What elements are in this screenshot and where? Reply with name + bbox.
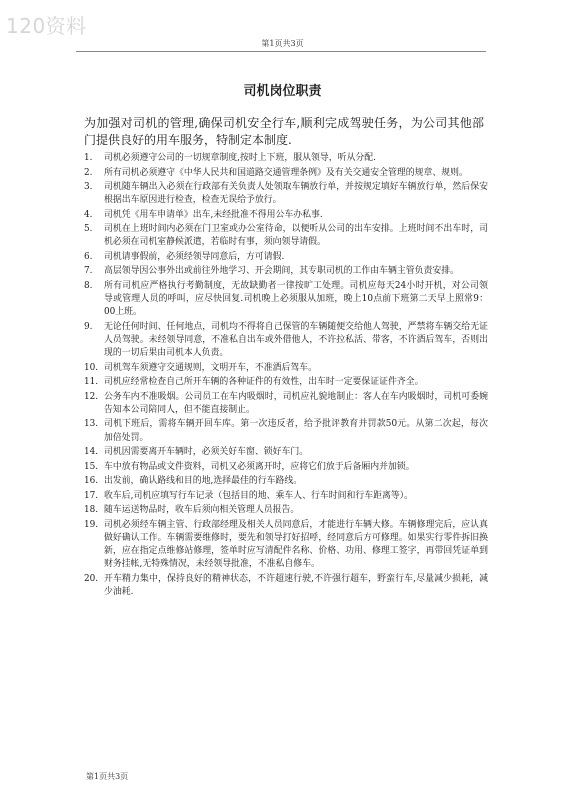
list-item: [84, 391, 488, 417]
item-text: 司机请事假前，必须经领导同意后，方可请假.: [104, 251, 285, 262]
watermark: 120资料: [6, 14, 87, 38]
item-text: 公务车内不准吸烟。公司员工在车内吸烟时，司机应礼貌地制止：客人在车内吸烟时，司机可委婉告知本公司陪同人，但不能直接制止。: [104, 391, 488, 415]
item-number: 5.: [84, 224, 93, 235]
item-number: 6.: [84, 251, 93, 262]
duty-list: [84, 152, 488, 600]
item-text: 开车精力集中，保持良好的精神状态，不许超速行驶,不许强行超车，野蛮行车,尽量减少损耗，减少油耗.: [104, 573, 488, 597]
item-text: 司机在上班时间内必须在门卫室或办公室待命，以便听从公司的出车安排。上班时间不出车时，司机必须在司机室静候派遣，若临时有事，须向领导请假。: [104, 224, 488, 248]
item-number: 3.: [84, 182, 93, 192]
list-item: [84, 251, 488, 264]
item-number: 13.: [84, 419, 99, 430]
item-text: 随车运送物品时，收车后须向相关管理人员报告。: [104, 505, 300, 516]
item-text: 司机必须经车辆主管、行政部经理及相关人员同意后，才能进行车辆大修。车辆修理完后，应认真做好确认工作。车辆需要维修时，要先和领导打好招呼，经同意后方可修理。如果实行零件拆旧换新，应在指定点维修站修理，签单时应写清配件名称、价格、功用、修理工签字，再带回凭证单到财务挂帐,无特殊情况，未经领导批准，不准私自修车。: [104, 519, 488, 570]
item-text: 所有司机应严格执行考勤制度，无故缺勤者一律按旷工处理。司机应每天24小时开机，对公司领导或管理人员的呼叫，应尽快回复.司机晚上必须服从加班，晚上10点前下班第二天早上照常9：00上班。: [104, 280, 488, 318]
item-number: 20.: [84, 573, 99, 584]
list-item: [84, 167, 488, 180]
intro-paragraph: 为加强对司机的管理,确保司机安全行车,顺利完成驾驶任务，为公司其他部门提供良好的用车服务，特制定本制度.: [84, 116, 484, 147]
item-number: 14.: [84, 447, 99, 458]
item-text: 司机必须遵守公司的一切规章制度,按时上下班，服从领导，听从分配.: [104, 153, 376, 163]
list-item: [84, 490, 488, 503]
item-text: 高层领导因公事外出或前往外地学习、开会期间，其专职司机的工作由车辆主管负责安排。: [104, 266, 459, 277]
item-number: 16.: [84, 476, 99, 487]
item-number: 1.: [84, 153, 93, 163]
page-header: 第1页共3页: [261, 39, 304, 48]
list-item: [84, 461, 488, 474]
item-text: 司机下班后，需将车辆开回车库。第一次违反者，给予批评教育并罚款50元。从第二次起，每次加倍处罚。: [104, 419, 488, 443]
item-number: 19.: [84, 519, 99, 530]
item-number: 17.: [84, 490, 99, 501]
item-text: 所有司机必须遵守《中华人民共和国道路交通管理条例》及有关交通安全管理的规章、规则。: [104, 167, 468, 178]
list-item: [84, 362, 488, 375]
item-number: 8.: [84, 280, 93, 291]
item-number: 10.: [84, 362, 99, 373]
item-text: 车中放有物品或文件资料，司机又必须离开时，应将它们放于后备厢内并加锁。: [104, 461, 415, 472]
list-item: [84, 418, 488, 444]
item-text: 收车后,司机应填写行车记录（包括目的地、乘车人、行车时间和行车距离等）。: [104, 490, 413, 501]
item-text: 出发前，确认路线和目的地,选择最佳的行车路线。: [104, 476, 303, 487]
item-text: 司机凭《用车申请单》出车,未经批准不得用公车办私事.: [104, 209, 323, 220]
list-item: [84, 475, 488, 488]
list-item: [84, 519, 488, 572]
item-number: 12.: [84, 391, 99, 402]
item-text: 司机驾车须遵守交通规则，文明开车，不准酒后驾车。: [104, 362, 317, 373]
list-item: [84, 152, 488, 165]
list-item: [84, 446, 488, 459]
page-footer: 第1页共3页: [86, 772, 129, 781]
document-title: 司机岗位职责: [243, 84, 322, 99]
item-number: 2.: [84, 167, 93, 178]
list-item: [84, 376, 488, 389]
item-number: 4.: [84, 209, 93, 220]
item-number: 11.: [84, 377, 99, 388]
list-item: [84, 181, 488, 207]
header-divider: [76, 51, 486, 52]
list-item: [84, 209, 488, 222]
list-item: [84, 280, 488, 320]
item-number: 15.: [84, 461, 99, 472]
item-number: 7.: [84, 266, 93, 277]
list-item: [84, 265, 488, 278]
item-number: 9.: [84, 321, 93, 332]
list-item: [84, 223, 488, 249]
item-number: 18.: [84, 505, 99, 516]
item-text: 司机随车辆出入必须在行政部有关负责人处领取车辆放行单，并按规定填好车辆放行单，然后保安根据出车原因进行检查，检查无误给予放行。: [104, 182, 488, 206]
list-item: [84, 321, 488, 361]
item-text: 司机应经常检查自己所开车辆的各种证件的有效性，出车时一定要保证证件齐全。: [104, 377, 424, 388]
item-text: 无论任何时间、任何地点，司机均不得将自己保管的车辆随便交给他人驾驶，严禁将车辆交给无证人员驾驶。未经领导同意，不准私自出车或外借他人，不许拉私活、带客，不许酒后驾车，否则出现的一切后果由司机本人负责。: [104, 321, 488, 359]
list-item: [84, 573, 488, 599]
item-text: 司机因需要离开车辆时，必须关好车窗、锁好车门。: [104, 447, 309, 458]
list-item: [84, 504, 488, 517]
